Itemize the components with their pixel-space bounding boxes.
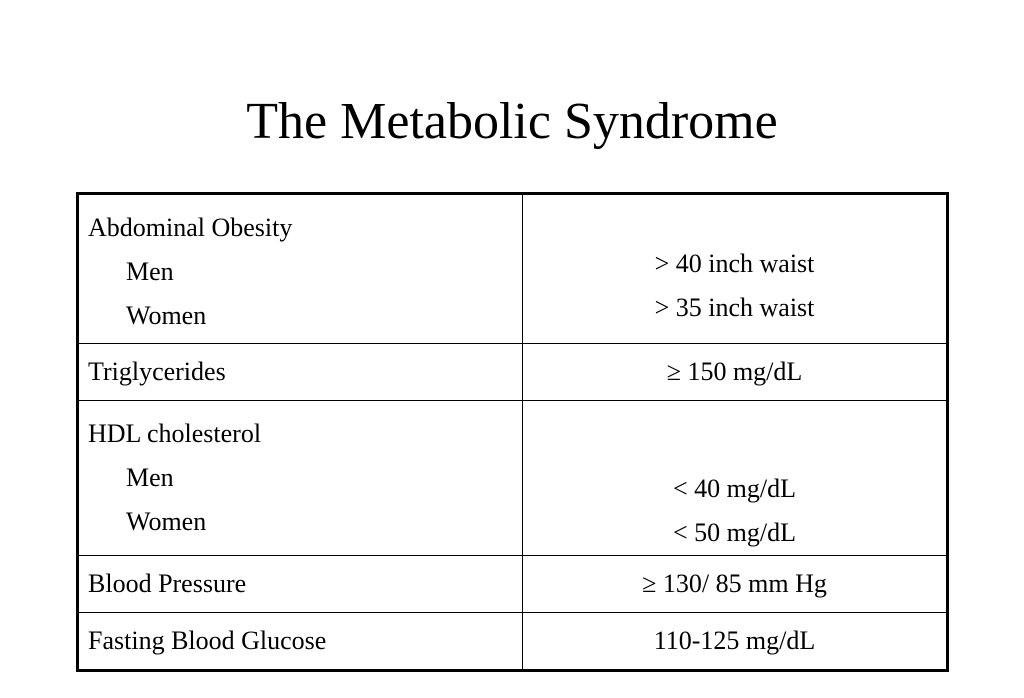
- criterion-sublabel: Men: [126, 463, 174, 492]
- table-row: [78, 401, 948, 556]
- criterion-cell: [78, 613, 523, 671]
- criterion-label: Triglycerides: [88, 357, 226, 386]
- criterion-label: Abdominal Obesity: [88, 213, 293, 242]
- table-row: [78, 344, 948, 401]
- criterion-label: Fasting Blood Glucose: [88, 626, 327, 655]
- table-row: [78, 556, 948, 613]
- threshold-value: < 40 mg/dL: [673, 474, 796, 503]
- slide-title: The Metabolic Syndrome: [246, 93, 778, 150]
- criterion-label: Blood Pressure: [88, 569, 247, 598]
- criterion-sublabel: Women: [126, 301, 207, 330]
- criterion-cell: [78, 194, 523, 344]
- threshold-cell: [523, 194, 948, 344]
- criterion-cell: [78, 556, 523, 613]
- threshold-cell: [523, 613, 948, 671]
- threshold-value: ≥ 130/ 85 mm Hg: [642, 569, 827, 598]
- criterion-label: HDL cholesterol: [88, 419, 262, 448]
- table-row: [78, 194, 948, 344]
- threshold-cell: [523, 401, 948, 556]
- threshold-value: 110-125 mg/dL: [653, 626, 816, 655]
- criterion-sublabel: Women: [126, 507, 207, 536]
- table-row: [78, 613, 948, 671]
- threshold-value: < 50 mg/dL: [673, 518, 796, 547]
- criterion-cell: [78, 344, 523, 401]
- criterion-cell: [78, 401, 523, 556]
- threshold-value: ≥ 150 mg/dL: [666, 357, 803, 386]
- threshold-cell: [523, 344, 948, 401]
- threshold-cell: [523, 556, 948, 613]
- criteria-table: [76, 192, 949, 672]
- threshold-value: > 40 inch waist: [654, 249, 815, 278]
- threshold-value: > 35 inch waist: [654, 293, 815, 322]
- criterion-sublabel: Men: [126, 257, 174, 286]
